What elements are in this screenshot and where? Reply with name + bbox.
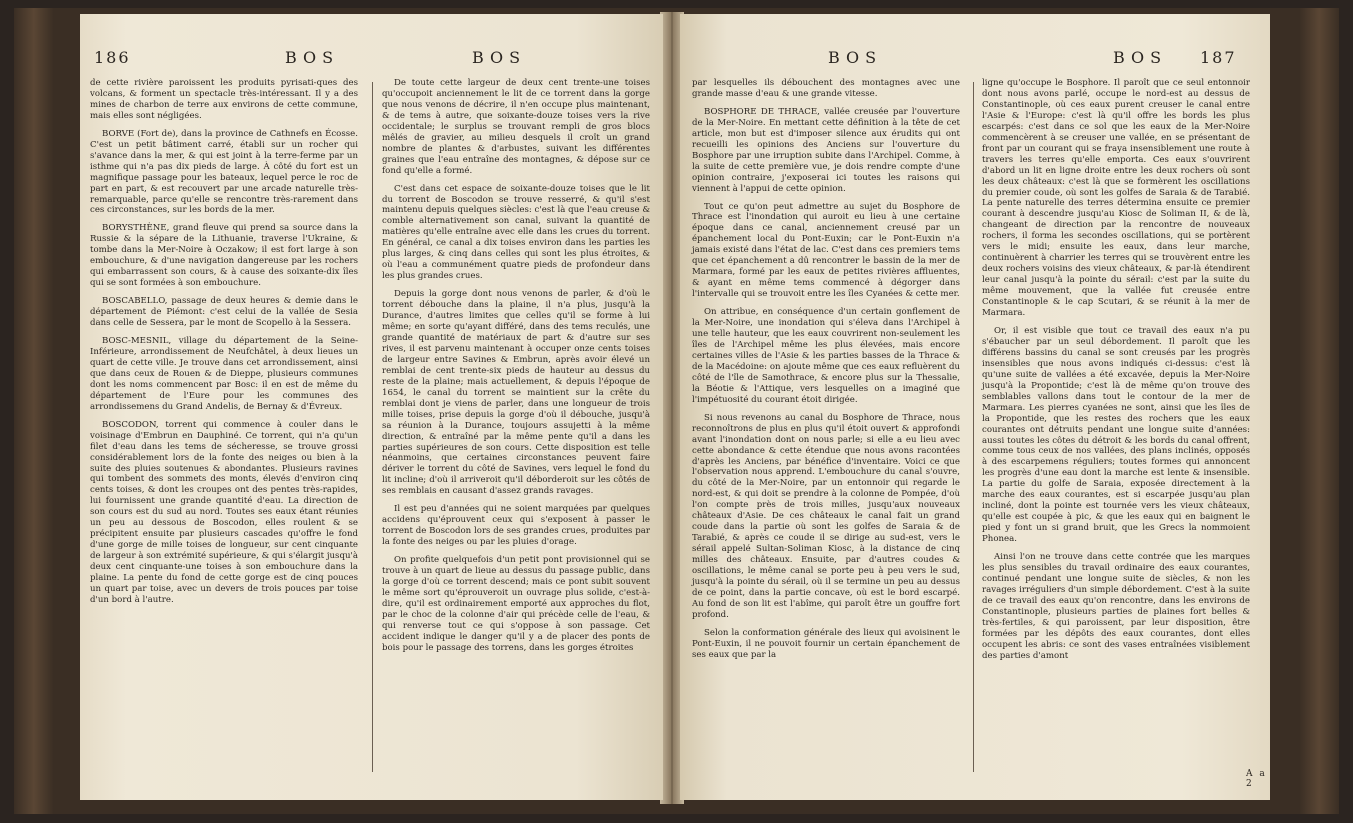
column-divider (973, 82, 974, 772)
right-running-head-a: BOS (828, 48, 883, 67)
paragraph: De toute cette largeur de deux cent trente-une toises qu'occupoit anciennement le lit de ce torrent dans la gorge que nous venons de décrire, il n'en occupe plus maintenant, & de tems à autre, que soixante-douze toises vers la rive occidentale; le surplus se trouvant rempli de gros blocs mêlés de gravier, au milieu desquels il croît un grand nombre de plantes & d'arbustes, suivant les différentes graines que l'eau entraîne des montagnes, & dépose sur ce fond qu'elle a formé. (382, 78, 650, 176)
paragraph: Tout ce qu'on peut admettre au sujet du Bosphore de Thrace est l'inondation qui auroit eu lieu à une certaine époque dans ce canal, anciennement creusé par un épanchement local du Pont-Euxin; car le Pont-Euxin n'a jamais existé dans l'état de lac. C'est dans ces premiers tems que cet épanchement a dû rencontrer le bassin de la mer de Marmara, formé par les eaux de petites rivières affluentes, & ayant en même tems commencé à dégorger dans l'intervalle qui se trouvoit entre les îles Cyanées & cette mer. (692, 201, 960, 300)
left-running-head-a: BOS (285, 48, 340, 67)
paragraph: Or, il est visible que tout ce travail des eaux n'a pu s'ébaucher par un seul débordement. Il paroît que les différens bassins du canal se sont creusés par les progrès insensibles que nous avons indiqués ci-dessus: c'est là qu'une suite de vallées a été excavée, depuis la Mer-Noire jusqu'à la Propontide; c'est là de même qu'on trouve des semblables vallons dans tout le contour de la mer de Marmara. Les pierres cyanées ne sont, ainsi que les îles de la Propontide, que les restes des rochers que les eaux courantes ont détruits pendant une longue suite d'années: aussi toutes les côtes du détroit & les bords du canal offrent, comme tous ceux de nos vallées, des plans inclinés, opposés à des escarpemens réguliers; toutes formes qui annoncent les progrès d'une eau dont la marche est lente & insensible. La partie du golfe de Saraia, exposée directement à la marche des eaux courantes, est si escarpée jusqu'au plan incliné, dont la pointe est tournée vers les vieux châteaux, qu'elle est coupée à pic, & que les eaux qui en baignent le pied y font un si grand bruit, que les Grecs la nommoient Phonea. (982, 325, 1250, 545)
right-running-header (680, 48, 1270, 72)
paragraph: de cette rivière paroissent les produits pyrisati-ques des volcans, & forment un spectacle très-intéressant. Il y a des mines de charbon de terre aux environs de cette commune, mais elles sont négligées. (90, 78, 358, 121)
paragraph: BOSPHORE DE THRACE, vallée creusée par l'ouverture de la Mer-Noire. En mettant cette définition à la tête de cet article, mon but est d'imposer silence aux érudits qui ont recueilli les opinions des Anciens sur l'ouverture du Bosphore par une irruption subite dans l'Archipel. Comme, à la suite de cette première vue, je dois rendre compte d'une opinion contraire, j'exposerai ici toutes les raisons qui viennent à l'appui de cette opinion. (692, 106, 960, 194)
paragraph: On profite quelquefois d'un petit pont provisionnel qui se trouve à un quart de lieue au dessus du passage public, dans la gorge d'où ce torrent descend; mais ce pont subit souvent le même sort qu'éprouveroit un ouvrage plus solide, c'est-à-dire, qu'il est ordinairement emporté aux approches du flot, par le choc de la colonne d'air qui précède celle de l'eau, & qui renverse tout ce qui s'oppose à son passage. Cet accident indique le danger qu'il y a de placer des ponts de bois pour le passage des torrens, dans les gorges étroites (382, 555, 650, 653)
paragraph: Il est peu d'années qui ne soient marquées par quelques accidens qu'éprouvent ceux qui s'exposent à passer le torrent de Boscodon lors de ses grandes crues, produites par la fonte des neiges ou par les pluies d'orage. (382, 504, 650, 548)
left-running-header (80, 48, 663, 72)
right-page (680, 14, 1270, 800)
paragraph: Selon la conformation générale des lieux qui avoisinent le Pont-Euxin, il ne pouvoit fournir un certain épanchement de ses eaux que par la (692, 627, 960, 660)
left-column-2 (382, 78, 650, 661)
right-page-number: 187 (1200, 48, 1237, 67)
paragraph: BOSCABELLO, passage de deux heures & demie dans le département de Piémont: c'est celui de la vallée de Sesia dans celle de Sessera, par le mont de Scopello à la Sessera. (90, 296, 358, 329)
right-column-1 (692, 78, 960, 668)
column-divider (372, 82, 373, 772)
paragraph: BOSCODON, torrent qui commence à couler dans le voisinage d'Embrun en Dauphiné. Ce torrent, qui n'a qu'un filet d'eau dans les tems de sécheresse, se trouve grossi considérablement lors de la fonte des neiges ou bien à la suite des pluies soutenues & abondantes. Plusieurs ravines qui tombent des sommets des monts, élevés d'environ cinq cents toises, & dont les croupes ont des pentes très-rapides, lui fournissent une grande quantité d'eau. La direction de son cours est du sud au nord. Toutes ses eaux étant réunies un peu au dessous de Boscodon, elles roulent & se précipitent ensuite par plusieurs cascades qu'offre le fond d'une gorge de mille toises de longueur, sur cent cinquante de largeur à son extrémité supérieure, & qui s'élargit jusqu'à deux cent cinquante-une toises à son embouchure dans la plaine. La pente du fond de cette gorge est de cinq pouces un quart par toise, avec un devers de trois pouces par toise d'un bord à l'autre. (90, 419, 358, 605)
signature-mark: A a 2 (1246, 769, 1267, 789)
paragraph: Ainsi l'on ne trouve dans cette contrée que les marques les plus sensibles du travail ordinaire des eaux courantes, continué pendant une longue suite de siècles, & non les ravages irréguliers d'un simple débordement. C'est à la suite de ce travail des eaux qu'on rencontre, dans les environs de Constantinople, plusieurs parties de plaines fort belles & très-fertiles, & qui paroissent, par leur disposition, être formées par les dépôts des eaux courantes, dont elles occupent les abris: ce sont des vases entraînées visiblement des parties d'amont (982, 552, 1250, 661)
paragraph: On attribue, en conséquence d'un certain gonflement de la Mer-Noire, une inondation qui s'éleva dans l'Archipel à une telle hauteur, que les eaux couvrirent non-seulement les îles de l'Archipel même les plus élevées, mais encore certaines villes de l'Asie & les parties basses de la Thrace & de la Macédoine: on ajoute même que ces eaux refluèrent du côté de l'île de Samothrace, & encore plus sur la Thessalie, la Béotie & l'Attique, vers lesquelles on a imaginé que l'impétuosité du courant étoit dirigée. (692, 307, 960, 405)
paragraph: par lesquelles ils débouchent des montagnes avec une grande masse d'eau & une grande vitesse. (692, 78, 960, 99)
paragraph: BOSC-MESNIL, village du département de la Seine-Inférieure, arrondissement de Neufchâtel, à deux lieues un quart de cette ville. Je trouve dans cet arrondissement, ainsi que dans ceux de Rouen & de Dieppe, plusieurs communes dont les noms commencent par Bosc: il en est de même du département de l'Eure pour les communes des arrondissemens du Grand Andelis, de Bernay & d'Évreux. (90, 336, 358, 412)
left-page (80, 14, 663, 800)
paragraph: Si nous revenons au canal du Bosphore de Thrace, nous reconnoîtrons de plus en plus qu'il étoit ouvert & approfondi avant l'inondation dont on nous parle; si elle a eu lieu avec cette abondance & cette étendue que nous avons racontées d'après les Anciens, par bénéfice d'inventaire. Voici ce que l'observation nous apprend. L'embouchure du canal s'ouvre, du côté de la Mer-Noire, par un entonnoir qui regarde le nord-est, & qui doit se prendre à la colonne de Pompée, d'où l'on compte près de trois milles, jusqu'aux nouveaux châteaux d'Asie. De ces châteaux le canal fait un grand coude dans la partie où sont les golfes de Saraia & de Tarabié, & après ce coude il se dirige au sud-est, vers le sérail appelé Sultan-Soliman Kiosc, à la distance de cinq milles des châteaux. Ensuite, par d'autres coudes & oscillations, le même canal se porte peu à peu vers le sud, jusqu'à la pointe du sérail, où il se termine un peu au dessus de ce point, dans la partie concave, où est le bord escarpé. Au fond de son lit est l'abîme, qui paroît être un gouffre fort profond. (692, 412, 960, 620)
paragraph: Depuis la gorge dont nous venons de parler, & d'où le torrent débouche dans la plaine, il n'a plus, jusqu'à la Durance, d'autres limites que celles qu'il se forme à lui même; en sorte qu'ayant différé, dans des tems reculés, une grande quantité de matériaux de part & d'autre sur ses rives, il est parvenu maintenant à occuper onze cents toises de largeur entre Savines & Embrun, après avoir élevé un remblai de cent trente-six pieds de hauteur au dessus du reste de la plaine; mais actuellement, & depuis l'époque de 1654, le canal du torrent se maintient sur la crête du remblai dont je viens de parler, dans une longueur de trois mille toises, prise depuis la gorge d'où il débouche, jusqu'à sa réunion à la Durance, toujours assujetti à la même direction, & entraîné par la même pente qu'il a dans les parties supérieures de son cours. Cette disposition est telle néanmoins, que certaines circonstances peuvent faire dériver le torrent du côté de Savines, vers lequel le fond du lit incline; d'où il arriveroit qu'il déborderoit sur les côtés de ses remblais en causant d'assez grands ravages. (382, 289, 650, 497)
left-page-number: 186 (94, 48, 131, 67)
right-running-head-b: BOS (1113, 48, 1168, 67)
left-running-head-b: BOS (472, 48, 527, 67)
paragraph: BORVE (Fort de), dans la province de Cathnefs en Écosse. C'est un petit bâtiment carré, établi sur un rocher qui s'avance dans la mer, & qui est joint à la terre-ferme par un isthme qui n'a pas dix pieds de large. À côté du fort est un magnifique passage pour les bateaux, lequel perce le roc de part en part, & est recouvert par une arcade naturelle très-remarquable, parce qu'elle se rencontre très-rarement dans ces circonstances, sur les bords de la mer. (90, 128, 358, 216)
right-column-2 (982, 78, 1250, 669)
paragraph: C'est dans cet espace de soixante-douze toises que le lit du torrent de Boscodon se trouve resserré, & qu'il s'est maintenu depuis quelques siècles: c'est là que l'eau creuse & comble alternativement son canal, suivant la quantité de matières qu'elle entraîne avec elle dans les crues du torrent. En général, ce canal a dix toises environ dans les parties les plus larges, & cinq dans celles qui sont les plus étroites, & où l'eau a communément quatre pieds de profondeur dans les plus grandes crues. (382, 183, 650, 282)
left-column-1 (90, 78, 358, 613)
paragraph: ligne qu'occupe le Bosphore. Il paroît que ce seul entonnoir dont nous avons parlé, occupe le nord-est au dessus de Constantinople, où ces eaux purent creuser le canal entre l'Asie & l'Europe: c'est là qu'il offre les bords les plus escarpés: c'est dans ce sol que les eaux de la Mer-Noire commencèrent à se creuser une vallée, en se présentant de front par un courant qui se fraya insensiblement une route à travers les terres qu'elle emporta. Ces eaux s'ouvrirent d'abord un lit en ligne droite entre les deux rochers où sont les deux châteaux: c'est là que se formèrent les oscillations du premier coude, où sont les golfes de Saraia & de Tarabié. La pente naturelle des terres détermina ensuite ce premier courant à descendre jusqu'au Kiosc de Soliman II, & de là, changeant de direction par la rencontre de nouveaux rochers, il forma les secondes oscillations, qui se portèrent vers le midi; ensuite les eaux, dans leur marche, continuèrent à charrier les terres qui se trouvèrent entre les deux rochers voisins des vieux châteaux, & par-là étendirent leur canal jusqu'à la pointe du sérail: c'est par la suite du même mouvement, que la vallée fut creusée entre Constantinople & le cap Scutari, & se réunit à la mer de Marmara. (982, 78, 1250, 319)
paragraph: BORYSTHÈNE, grand fleuve qui prend sa source dans la Russie & la sépare de la Lithuanie, traverse l'Ukraine, & tombe dans la Mer-Noire à Oczakow; il est fort large à son embouchure, & d'une navigation dangereuse par les rochers qui embarrassent son cours, & à cause des soixante-dix îles qui se sont formées à son embouchure. (90, 223, 358, 289)
